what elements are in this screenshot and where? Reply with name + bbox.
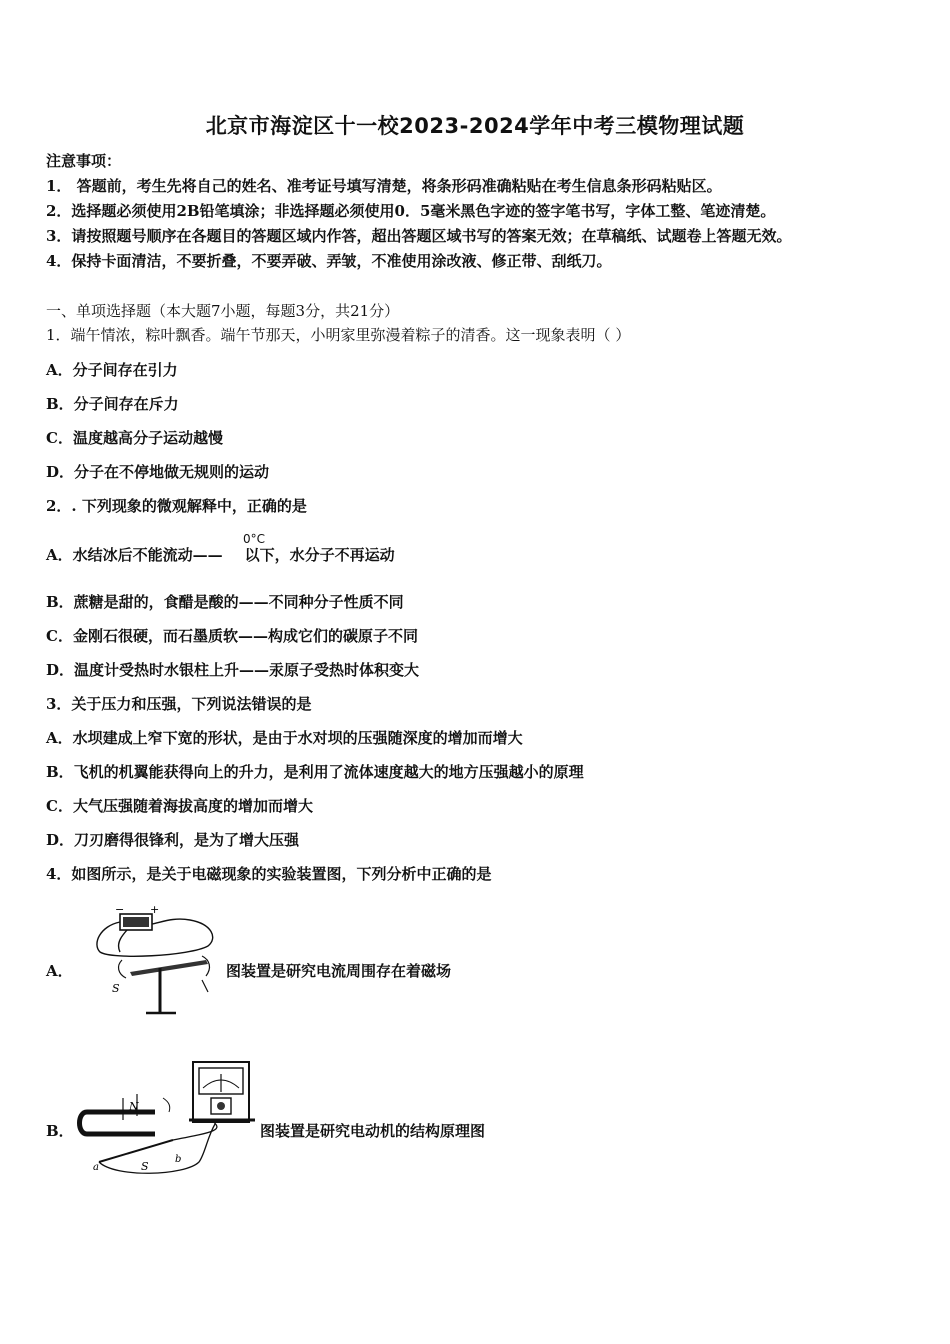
wire-end-a-label: a xyxy=(93,1162,99,1173)
notice-item: 1． 答题前，考生先将自己的姓名、准考证号填写清楚，将条形码准确粘贴在考生信息条形码粘贴区。 xyxy=(46,177,722,195)
q4-option-b-label: B． xyxy=(46,1122,74,1140)
pole-s-label: S xyxy=(112,982,120,995)
q1-option-b: B．分子间存在斥力 xyxy=(46,395,179,413)
notice-heading: 注意事项： xyxy=(46,152,122,170)
galvanometer-knob xyxy=(217,1102,225,1110)
wire-loop xyxy=(97,919,213,956)
notice-item: 3．请按照题号顺序在各题目的答题区域内作答，超出答题区域书写的答案无效；在草稿纸、试题卷上答题无效。 xyxy=(46,227,792,245)
motion-arc-right xyxy=(202,956,209,976)
battery-cell xyxy=(123,917,149,927)
q2-option-c: C．金刚石很硬，而石墨质软——构成它们的碳原子不同 xyxy=(46,627,418,645)
q3-stem: 3．关于压力和压强，下列说法错误的是 xyxy=(46,695,312,713)
q2-stem: 2．. 下列现象的微观解释中，正确的是 xyxy=(46,497,307,515)
q2-option-b: B．蔗糖是甜的，食醋是酸的——不同种分子性质不同 xyxy=(46,593,404,611)
degree-label: 0°C xyxy=(243,532,266,546)
pole-n-label: N xyxy=(129,1100,139,1113)
q4-option-a-text: 图装置是研究电流周围存在着磁场 xyxy=(226,962,452,980)
q4-option-b-text: 图装置是研究电动机的结构原理图 xyxy=(260,1122,486,1140)
minus-sign: − xyxy=(115,903,125,916)
compass-needle xyxy=(130,960,208,976)
q2-option-a xyxy=(46,545,395,565)
needle-pole-mark xyxy=(202,980,208,992)
q3-option-a: A．水坝建成上窄下宽的形状，是由于水对坝的压强随深度的增加而增大 xyxy=(46,729,523,747)
q3-option-b: B．飞机的机翼能获得向上的升力，是利用了流体速度越大的地方压强越小的原理 xyxy=(46,763,584,781)
q1-stem: 1．端午情浓，粽叶飘香。端午节那天，小明家里弥漫着粽子的清香。这一现象表明（ ） xyxy=(46,326,631,344)
q1-option-d: D．分子在不停地做无规则的运动 xyxy=(46,463,270,481)
q1-option-c: C．温度越高分子运动越慢 xyxy=(46,429,223,447)
q3-option-c: C．大气压强随着海拔高度的增加而增大 xyxy=(46,797,313,815)
conductor-rod xyxy=(99,1140,173,1162)
u-magnet xyxy=(80,1112,156,1134)
q3-option-d: D．刀刃磨得很锋利，是为了增大压强 xyxy=(46,831,300,849)
plus-sign: + xyxy=(150,903,160,916)
motion-arc-left xyxy=(119,960,126,978)
page-title: 北京市海淀区十一校2023-2024学年中考三模物理试题 xyxy=(205,114,745,138)
u-magnet-inner xyxy=(87,1118,156,1128)
q2-option-a-text: A．水结冰后不能流动—— xyxy=(46,546,223,564)
q4-option-a-label: A． xyxy=(46,962,73,980)
lead-wire-bottom xyxy=(99,1124,215,1173)
q4-stem: 4．如图所示，是关于电磁现象的实验装置图，下列分析中正确的是 xyxy=(46,865,492,883)
section-heading: 一、单项选择题（本大题7小题，每题3分，共21分） xyxy=(46,302,400,320)
wire-end-b-label: b xyxy=(175,1154,182,1165)
q2-option-d: D．温度计受热时水银柱上升——汞原子受热时体积变大 xyxy=(46,661,420,679)
q2-option-a-text-tail: 以下，水分子不再运动 xyxy=(244,546,395,564)
magnet-galvanometer-figure xyxy=(75,1058,260,1178)
notice-item: 4．保持卡面清洁，不要折叠，不要弄破、弄皱，不准使用涂改液、修正带、刮纸刀。 xyxy=(46,252,612,270)
notice-item: 2．选择题必须使用2B铅笔填涂；非选择题必须使用0．5毫米黑色字迹的签字笔书写，字体工整、笔迹清楚。 xyxy=(46,202,776,220)
oersted-apparatus-figure xyxy=(90,900,225,1020)
motion-mark xyxy=(163,1098,170,1112)
q1-option-a: A．分子间存在引力 xyxy=(46,361,178,379)
pole-s-label: S xyxy=(141,1160,149,1173)
